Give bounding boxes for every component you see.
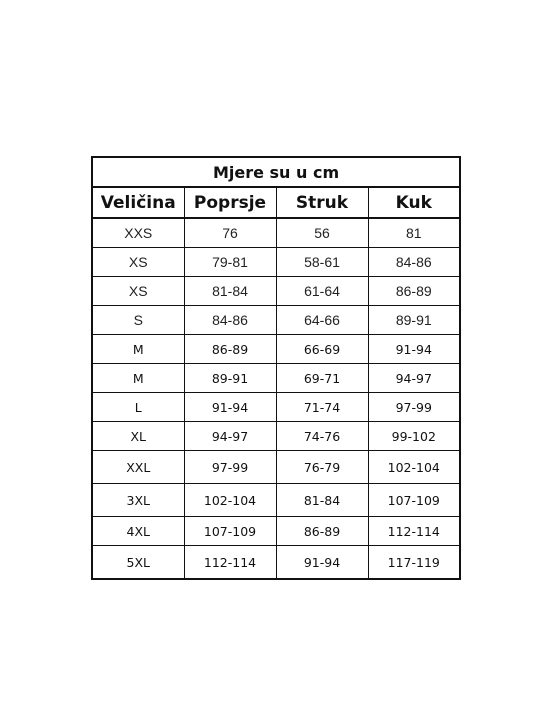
cell-waist: 58-61 <box>276 248 368 277</box>
cell-bust: 94-97 <box>184 422 276 451</box>
cell-waist: 71-74 <box>276 393 368 422</box>
size-chart-table <box>91 156 461 580</box>
table-row <box>92 393 460 422</box>
cell-size: L <box>92 393 184 422</box>
cell-size: 4XL <box>92 517 184 546</box>
table-row <box>92 364 460 393</box>
cell-bust: 102-104 <box>184 484 276 517</box>
cell-bust: 91-94 <box>184 393 276 422</box>
cell-waist: 64-66 <box>276 306 368 335</box>
table-header-row <box>92 187 460 218</box>
header-hip: Kuk <box>368 187 460 218</box>
cell-hip: 107-109 <box>368 484 460 517</box>
cell-hip: 112-114 <box>368 517 460 546</box>
cell-size: M <box>92 335 184 364</box>
header-bust: Poprsje <box>184 187 276 218</box>
table-row <box>92 546 460 580</box>
cell-size: S <box>92 306 184 335</box>
table-row <box>92 451 460 484</box>
cell-bust: 107-109 <box>184 517 276 546</box>
cell-bust: 89-91 <box>184 364 276 393</box>
table-row <box>92 422 460 451</box>
cell-hip: 99-102 <box>368 422 460 451</box>
cell-size: XS <box>92 248 184 277</box>
cell-bust: 112-114 <box>184 546 276 580</box>
cell-waist: 61-64 <box>276 277 368 306</box>
cell-hip: 91-94 <box>368 335 460 364</box>
cell-hip: 86-89 <box>368 277 460 306</box>
cell-size: XL <box>92 422 184 451</box>
cell-hip: 117-119 <box>368 546 460 580</box>
cell-size: M <box>92 364 184 393</box>
table-row <box>92 484 460 517</box>
cell-bust: 84-86 <box>184 306 276 335</box>
cell-size: 5XL <box>92 546 184 580</box>
cell-hip: 89-91 <box>368 306 460 335</box>
cell-bust: 97-99 <box>184 451 276 484</box>
cell-bust: 86-89 <box>184 335 276 364</box>
header-size: Veličina <box>92 187 184 218</box>
cell-bust: 76 <box>184 218 276 248</box>
cell-waist: 81-84 <box>276 484 368 517</box>
cell-waist: 86-89 <box>276 517 368 546</box>
cell-bust: 79-81 <box>184 248 276 277</box>
header-waist: Struk <box>276 187 368 218</box>
cell-waist: 66-69 <box>276 335 368 364</box>
cell-hip: 97-99 <box>368 393 460 422</box>
cell-hip: 94-97 <box>368 364 460 393</box>
table-title: Mjere su u cm <box>92 157 460 187</box>
cell-waist: 56 <box>276 218 368 248</box>
cell-waist: 91-94 <box>276 546 368 580</box>
cell-hip: 84-86 <box>368 248 460 277</box>
cell-size: 3XL <box>92 484 184 517</box>
cell-waist: 69-71 <box>276 364 368 393</box>
cell-bust: 81-84 <box>184 277 276 306</box>
table-row <box>92 517 460 546</box>
table-row <box>92 335 460 364</box>
cell-size: XS <box>92 277 184 306</box>
table-row <box>92 218 460 248</box>
cell-hip: 102-104 <box>368 451 460 484</box>
table-row <box>92 248 460 277</box>
cell-waist: 76-79 <box>276 451 368 484</box>
cell-size: XXL <box>92 451 184 484</box>
table-row <box>92 277 460 306</box>
table-row <box>92 306 460 335</box>
cell-waist: 74-76 <box>276 422 368 451</box>
cell-hip: 81 <box>368 218 460 248</box>
cell-size: XXS <box>92 218 184 248</box>
table-title-row <box>92 157 460 187</box>
